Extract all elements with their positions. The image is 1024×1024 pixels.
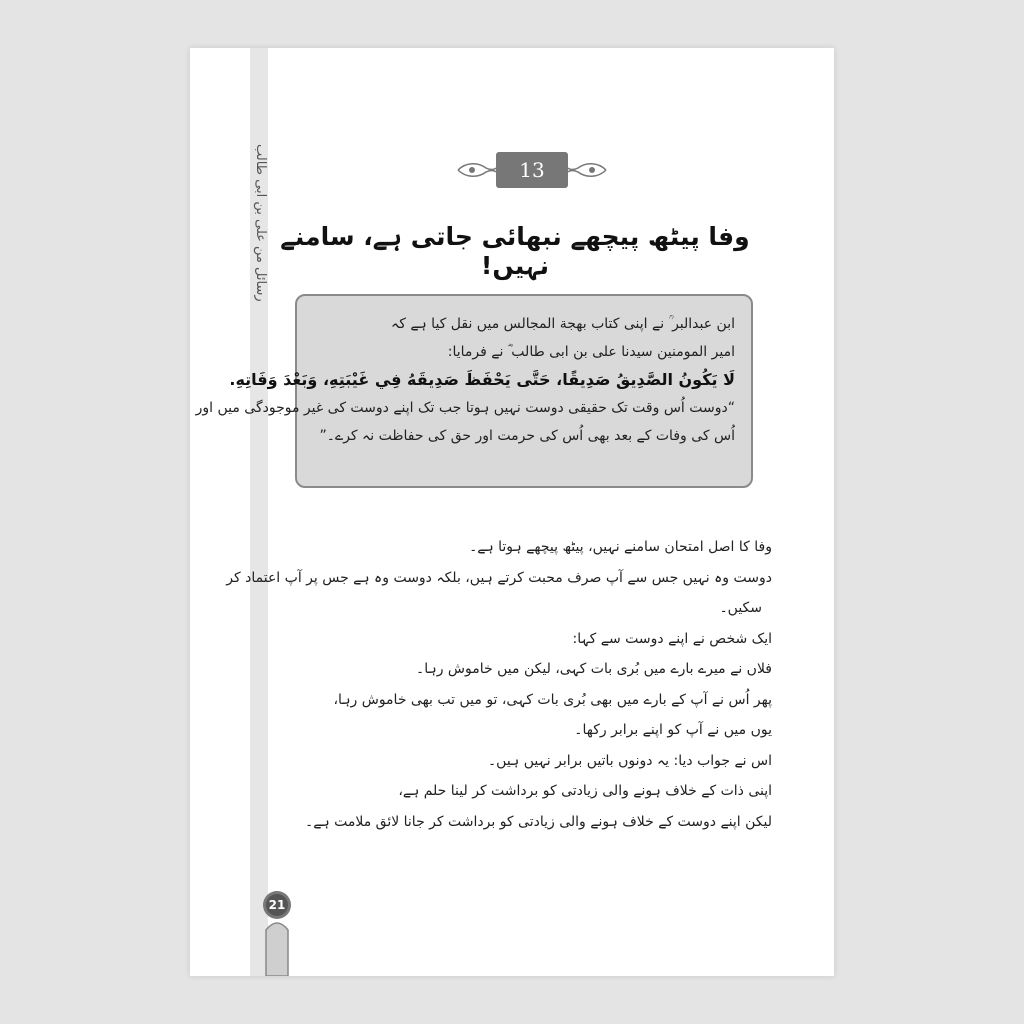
body-line: اپنی ذات کے خلاف ہونے والی زیادتی کو برداشت کر لینا حلم ہے،	[398, 783, 772, 799]
book-page	[190, 48, 834, 976]
body-line: اس نے جواب دیا: یہ دونوں باتیں برابر نہیں ہیں۔	[487, 752, 772, 769]
body-line: وفا کا اصل امتحان سامنے نہیں، پیٹھ پیچھے ہوتا ہے۔	[469, 539, 772, 555]
quote-box	[195, 294, 753, 488]
quote-translation: اُس کی وفات کے بعد بھی اُس کی حرمت اور حق کی حفاظت نہ کرے۔”	[319, 428, 735, 444]
body-line: ایک شخص نے اپنے دوست سے کہا:	[572, 630, 772, 647]
quote-translation: “دوست اُس وقت تک حقیقی دوست نہیں ہوتا جب تک اپنے دوست کی غیر موجودگی میں اور	[195, 400, 735, 416]
quote-line: ابن عبدالبر ؒ نے اپنی کتاب بهجة المجالس میں نقل کیا ہے کہ	[391, 316, 735, 332]
side-book-title: رسائل من علی بن ابی طالب	[253, 144, 268, 302]
chapter-number: 13	[496, 152, 568, 188]
body-line: فلاں نے میرے بارے میں بُری بات کہی، لیکن میں خاموش رہا۔	[416, 661, 772, 677]
chapter-header	[456, 150, 608, 190]
body-line: پھر اُس نے آپ کے بارے میں بھی بُری بات کہی، تو میں تب بھی خاموش رہا،	[333, 691, 772, 708]
page-number-tab	[262, 890, 292, 976]
body-line: سکیں۔	[719, 600, 762, 616]
body-line: دوست وہ نہیں جس سے آپ صرف محبت کرتے ہیں، بلکہ دوست وہ ہے جس پر آپ اعتماد کر	[226, 569, 772, 586]
arabic-quote: لَا يَكُونُ الصَّدِيقُ صَدِيقًا، حَتَّى يَحْفَظَ صَدِيقَهُ فِي غَيْبَتِهِ، وَبَعْدَ وَفَاتِهِ.	[229, 370, 735, 389]
body-line: یوں میں نے آپ کو اپنے برابر رکھا۔	[574, 722, 772, 738]
body-text	[226, 532, 772, 837]
page-title: وفا پیٹھ پیچھے نبھائی جاتی ہے، سامنے نہیں!	[280, 222, 750, 280]
page-number: 21	[268, 898, 286, 912]
body-line: لیکن اپنے دوست کے خلاف ہونے والی زیادتی کو برداشت کر جانا لائق ملامت ہے۔	[305, 813, 772, 830]
quote-line: امیر المومنین سیدنا علی بن ابی طالب ؓ نے فرمایا:	[447, 344, 735, 360]
